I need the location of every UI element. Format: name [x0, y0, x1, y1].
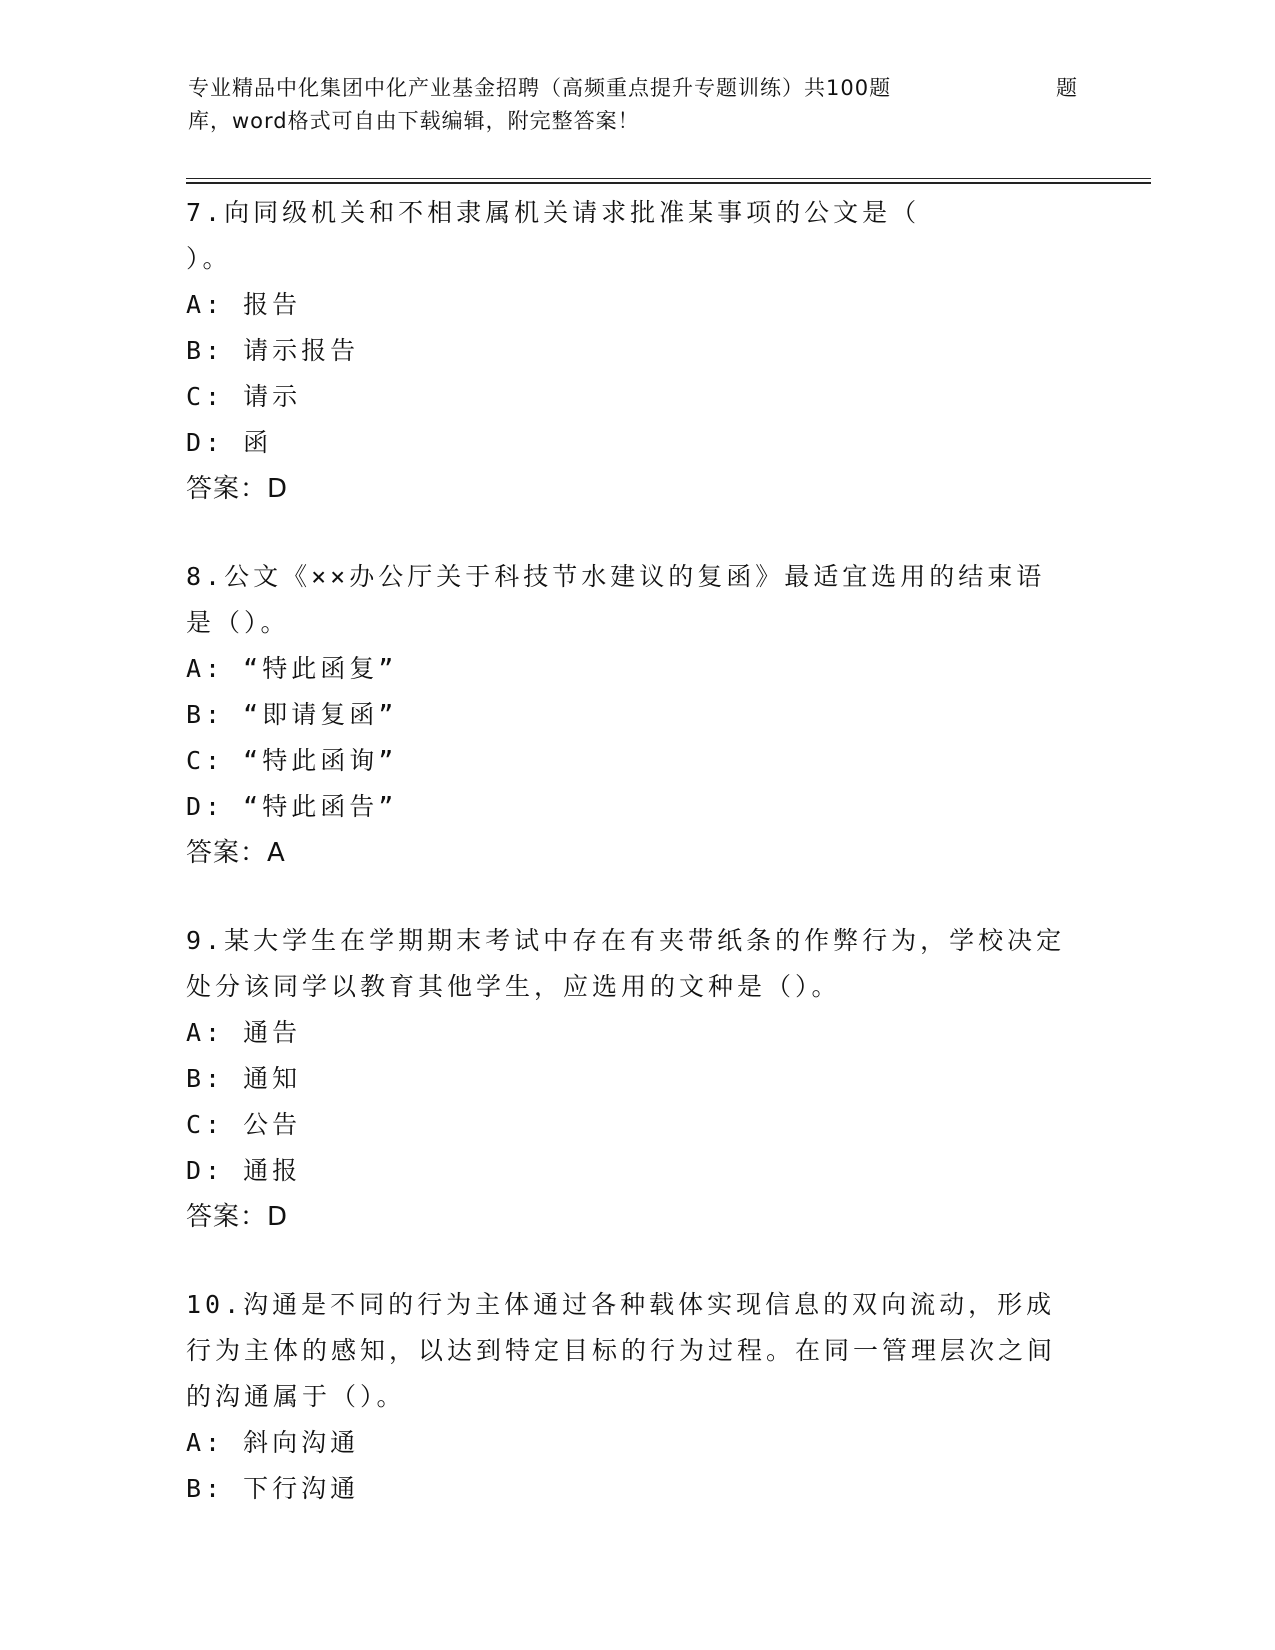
option-b: B: 通知 — [186, 1064, 302, 1093]
option-c: C: “特此函询” — [186, 746, 398, 775]
header-title-line1: 专业精品中化集团中化产业基金招聘（高频重点提升专题训练）共100题 — [188, 76, 892, 100]
question-8 — [186, 554, 1086, 876]
answer-label: 答案：A — [186, 838, 286, 868]
question-text: 7.向同级机关和不相隶属机关请求批准某事项的公文是（ ）。 — [186, 198, 1035, 273]
answer-label: 答案：D — [186, 474, 289, 504]
option-c: C: 请示 — [186, 382, 302, 411]
option-b: B: 下行沟通 — [186, 1474, 360, 1503]
answer-label: 答案：D — [186, 1202, 289, 1232]
header-title-line2: 库，word格式可自由下载编辑，附完整答案！ — [188, 109, 640, 133]
header-title-tail: 题 — [1056, 76, 1078, 100]
option-a: A: 斜向沟通 — [186, 1428, 360, 1457]
option-a: A: 通告 — [186, 1018, 302, 1047]
question-text: 9.某大学生在学期期末考试中存在有夹带纸条的作弊行为，学校决定处分该同学以教育其他学生，应选用的文种是（）。 — [186, 926, 1066, 1001]
option-a: A: “特此函复” — [186, 654, 398, 683]
question-9 — [186, 918, 1086, 1240]
header-divider-thick — [186, 182, 1151, 184]
option-d: D: “特此函告” — [186, 792, 398, 821]
question-10 — [186, 1282, 1086, 1512]
document-header — [188, 72, 1088, 138]
question-7 — [186, 190, 1086, 512]
question-text: 8.公文《××办公厅关于科技节水建议的复函》最适宜选用的结束语是（）。 — [186, 562, 1046, 637]
header-line-1 — [188, 72, 1088, 105]
question-text: 10.沟通是不同的行为主体通过各种载体实现信息的双向流动，形成行为主体的感知，以达到特定目标的行为过程。在同一管理层次之间的沟通属于（）。 — [186, 1290, 1057, 1411]
option-a: A: 报告 — [186, 290, 302, 319]
option-d: D: 函 — [186, 428, 273, 457]
option-c: C: 公告 — [186, 1110, 302, 1139]
header-divider-thin — [186, 178, 1151, 179]
option-b: B: “即请复函” — [186, 700, 398, 729]
option-b: B: 请示报告 — [186, 336, 360, 365]
question-list — [186, 190, 1086, 1554]
option-d: D: 通报 — [186, 1156, 302, 1185]
